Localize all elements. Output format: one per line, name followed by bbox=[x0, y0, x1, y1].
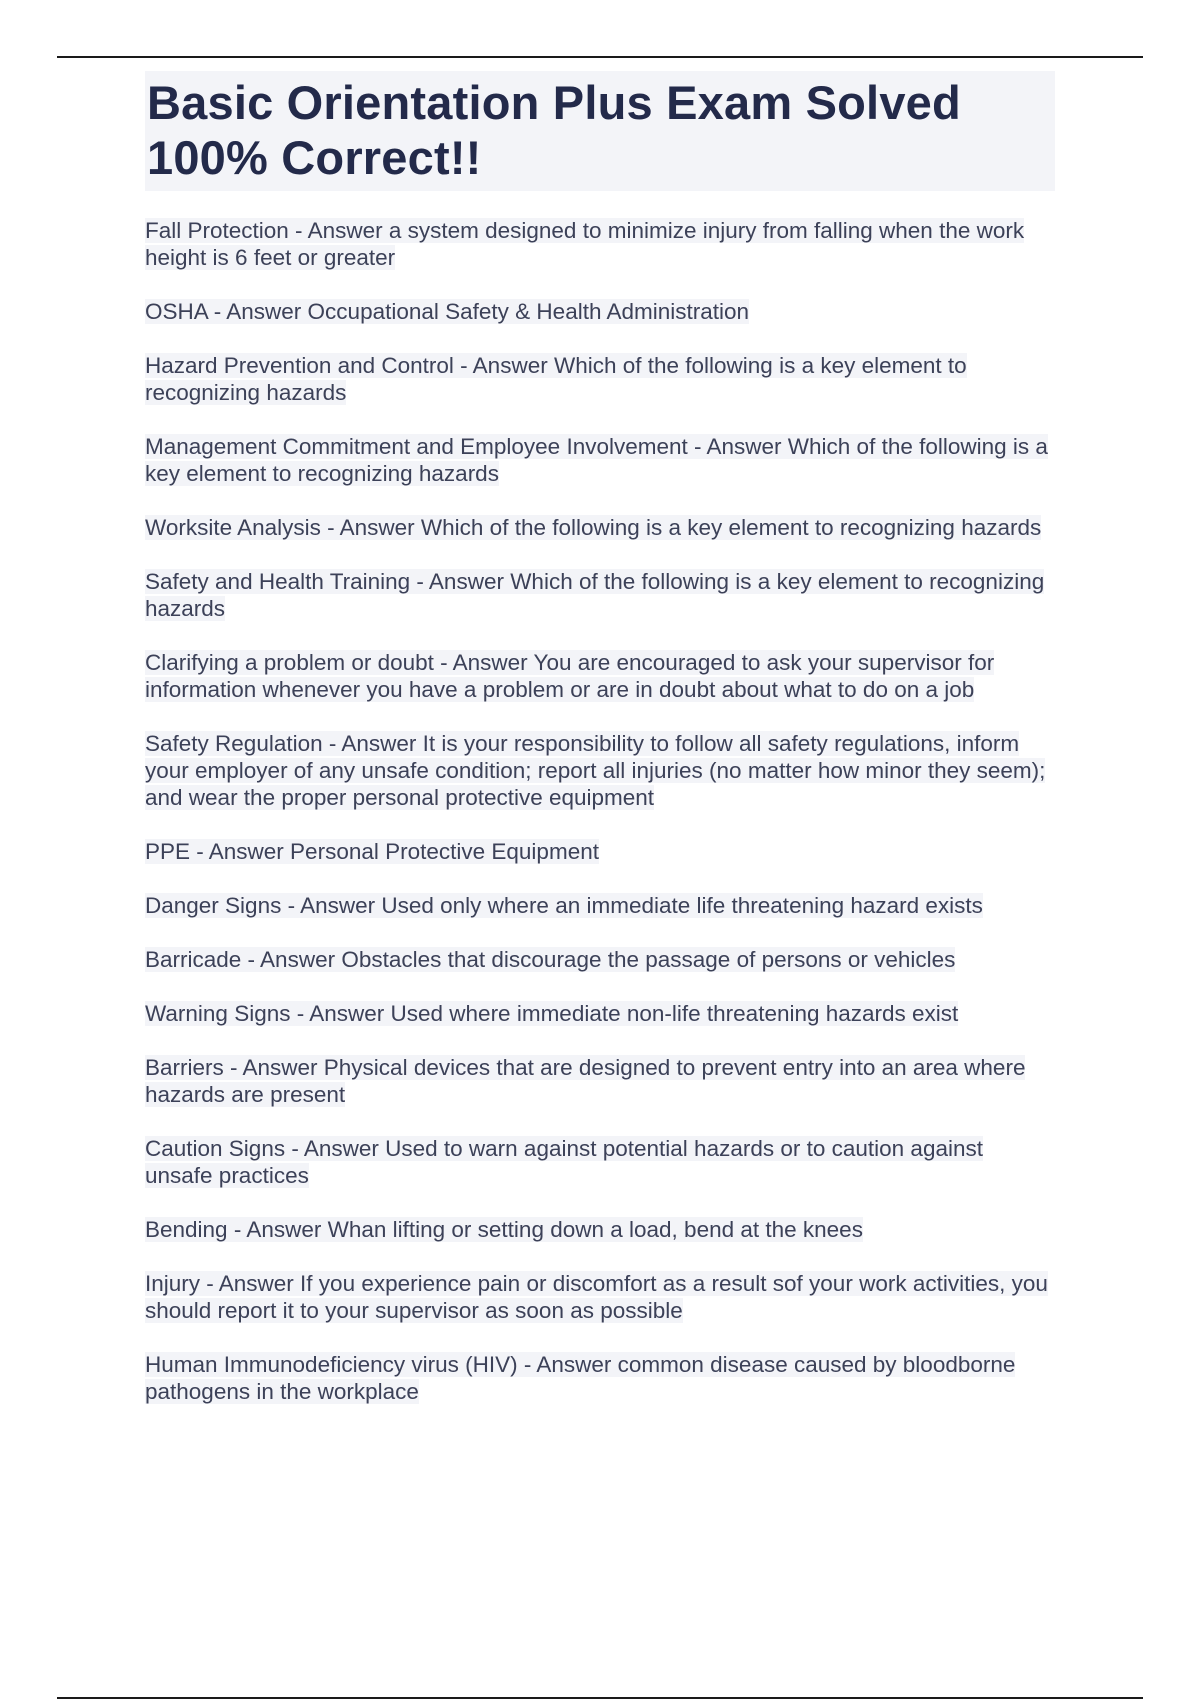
qa-text: Fall Protection - Answer a system designed to minimize injury from falling when the work height is 6 feet or greater bbox=[145, 218, 1025, 270]
qa-text: Bending - Answer Whan lifting or setting down a load, bend at the knees bbox=[145, 1217, 863, 1242]
qa-item bbox=[145, 1135, 1055, 1189]
qa-text: Clarifying a problem or doubt - Answer You are encouraged to ask your supervisor for information whenever you have a problem or are in doubt about what to do on a job bbox=[145, 650, 995, 702]
qa-item bbox=[145, 298, 1055, 325]
qa-text: OSHA - Answer Occupational Safety & Health Administration bbox=[145, 299, 750, 324]
qa-item bbox=[145, 1000, 1055, 1027]
qa-item bbox=[145, 838, 1055, 865]
document-body bbox=[145, 71, 1055, 1432]
qa-item bbox=[145, 568, 1055, 622]
qa-text: Injury - Answer If you experience pain or discomfort as a result sof your work activities, you should report it to your supervisor as soon as possible bbox=[145, 1271, 1048, 1323]
qa-item bbox=[145, 1054, 1055, 1108]
qa-item bbox=[145, 946, 1055, 973]
qa-text: Worksite Analysis - Answer Which of the following is a key element to recognizing hazards bbox=[145, 515, 1042, 540]
qa-item bbox=[145, 514, 1055, 541]
qa-text: Safety and Health Training - Answer Which of the following is a key element to recognizing hazards bbox=[145, 569, 1045, 621]
qa-text: Warning Signs - Answer Used where immediate non-life threatening hazards exist bbox=[145, 1001, 959, 1026]
qa-text: Safety Regulation - Answer It is your responsibility to follow all safety regulations, inform your employer of any unsafe condition; report all injuries (no matter how minor they seem); and wear the proper personal protective equipment bbox=[145, 731, 1046, 810]
qa-item bbox=[145, 1351, 1055, 1405]
qa-text: Barriers - Answer Physical devices that are designed to prevent entry into an area where hazards are present bbox=[145, 1055, 1026, 1107]
top-divider bbox=[57, 56, 1143, 58]
title-block bbox=[145, 71, 1055, 191]
qa-text: Management Commitment and Employee Involvement - Answer Which of the following is a key element to recognizing hazards bbox=[145, 434, 1048, 486]
qa-text: Caution Signs - Answer Used to warn against potential hazards or to caution against unsafe practices bbox=[145, 1136, 983, 1188]
qa-item bbox=[145, 1216, 1055, 1243]
qa-item bbox=[145, 217, 1055, 271]
qa-text: PPE - Answer Personal Protective Equipment bbox=[145, 839, 599, 864]
qa-text: Danger Signs - Answer Used only where an immediate life threatening hazard exists bbox=[145, 893, 983, 918]
qa-item bbox=[145, 649, 1055, 703]
qa-item bbox=[145, 352, 1055, 406]
qa-item bbox=[145, 1270, 1055, 1324]
qa-item bbox=[145, 730, 1055, 811]
qa-item bbox=[145, 433, 1055, 487]
qa-text: Hazard Prevention and Control - Answer Which of the following is a key element to recognizing hazards bbox=[145, 353, 967, 405]
qa-text: Human Immunodeficiency virus (HIV) - Answer common disease caused by bloodborne pathogens in the workplace bbox=[145, 1352, 1016, 1404]
qa-text: Barricade - Answer Obstacles that discourage the passage of persons or vehicles bbox=[145, 947, 956, 972]
bottom-divider bbox=[57, 1697, 1143, 1699]
document-title: Basic Orientation Plus Exam Solved 100% Correct!! bbox=[147, 76, 961, 184]
qa-item bbox=[145, 892, 1055, 919]
